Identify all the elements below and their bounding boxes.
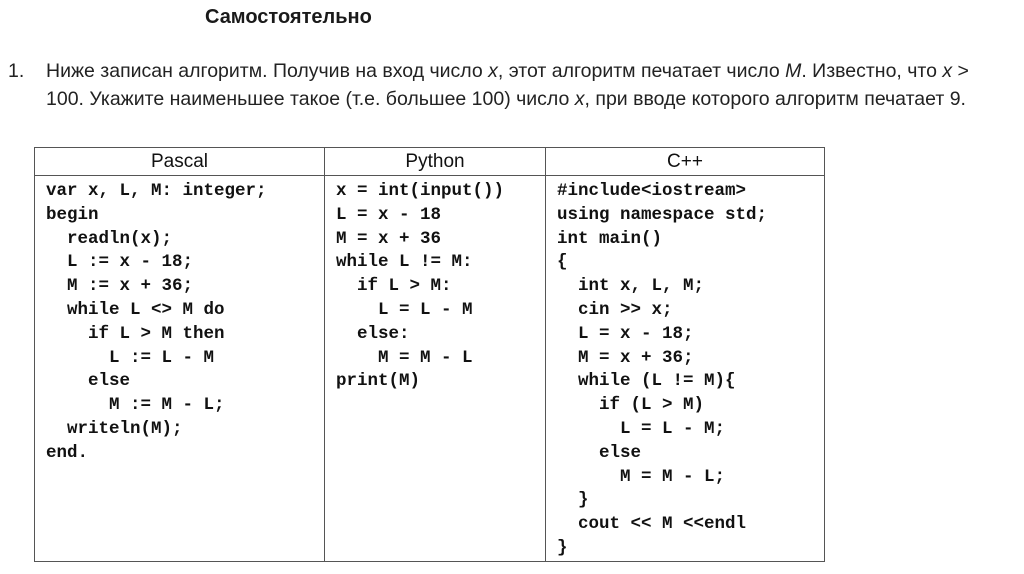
cpp-cell <box>546 176 825 562</box>
task-statement <box>8 58 1008 113</box>
task-text <box>46 58 1008 113</box>
variable-x: x <box>942 60 953 82</box>
python-cell <box>325 176 546 562</box>
cpp-code: #include<iostream> using namespace std; int main() { int x, L, M; cin >> x; L = x - 18; M = x + 36; while (L != M){ if (L > M) L = L - M; else M = M - L; } cout << M <<endl } <box>557 181 768 558</box>
task-text-part: , этот алгоритм печатает число <box>497 60 786 82</box>
task-number: 1. <box>8 60 25 82</box>
code-table <box>34 147 825 562</box>
page-title: Самостоятельно <box>205 6 372 28</box>
pascal-code: var x, L, M: integer; begin readln(x); L := x - 18; M := x + 36; while L <> M do if L > M then L := L - M else M := M - L; writeln(M); end. <box>46 181 267 463</box>
header-python: Python <box>325 148 546 176</box>
header-cpp: C++ <box>546 148 825 176</box>
variable-m: M <box>785 60 802 82</box>
python-code: x = int(input()) L = x - 18 M = x + 36 while L != M: if L > M: L = L - M else: M = M - L print(M) <box>336 181 505 392</box>
task-text-part: . Известно, что <box>801 60 943 82</box>
task-text-part: , при вводе которого алгоритм печатает 9. <box>584 87 966 110</box>
variable-x: x <box>488 60 498 82</box>
header-pascal: Pascal <box>35 148 325 176</box>
task-text-part: > 100. Укажите наименьшее такое (т.е. большее 100) число <box>46 60 969 110</box>
pascal-cell <box>35 176 325 562</box>
task-text-part: Ниже записан алгоритм. Получив на вход число <box>46 60 489 82</box>
variable-x: x <box>574 87 585 110</box>
